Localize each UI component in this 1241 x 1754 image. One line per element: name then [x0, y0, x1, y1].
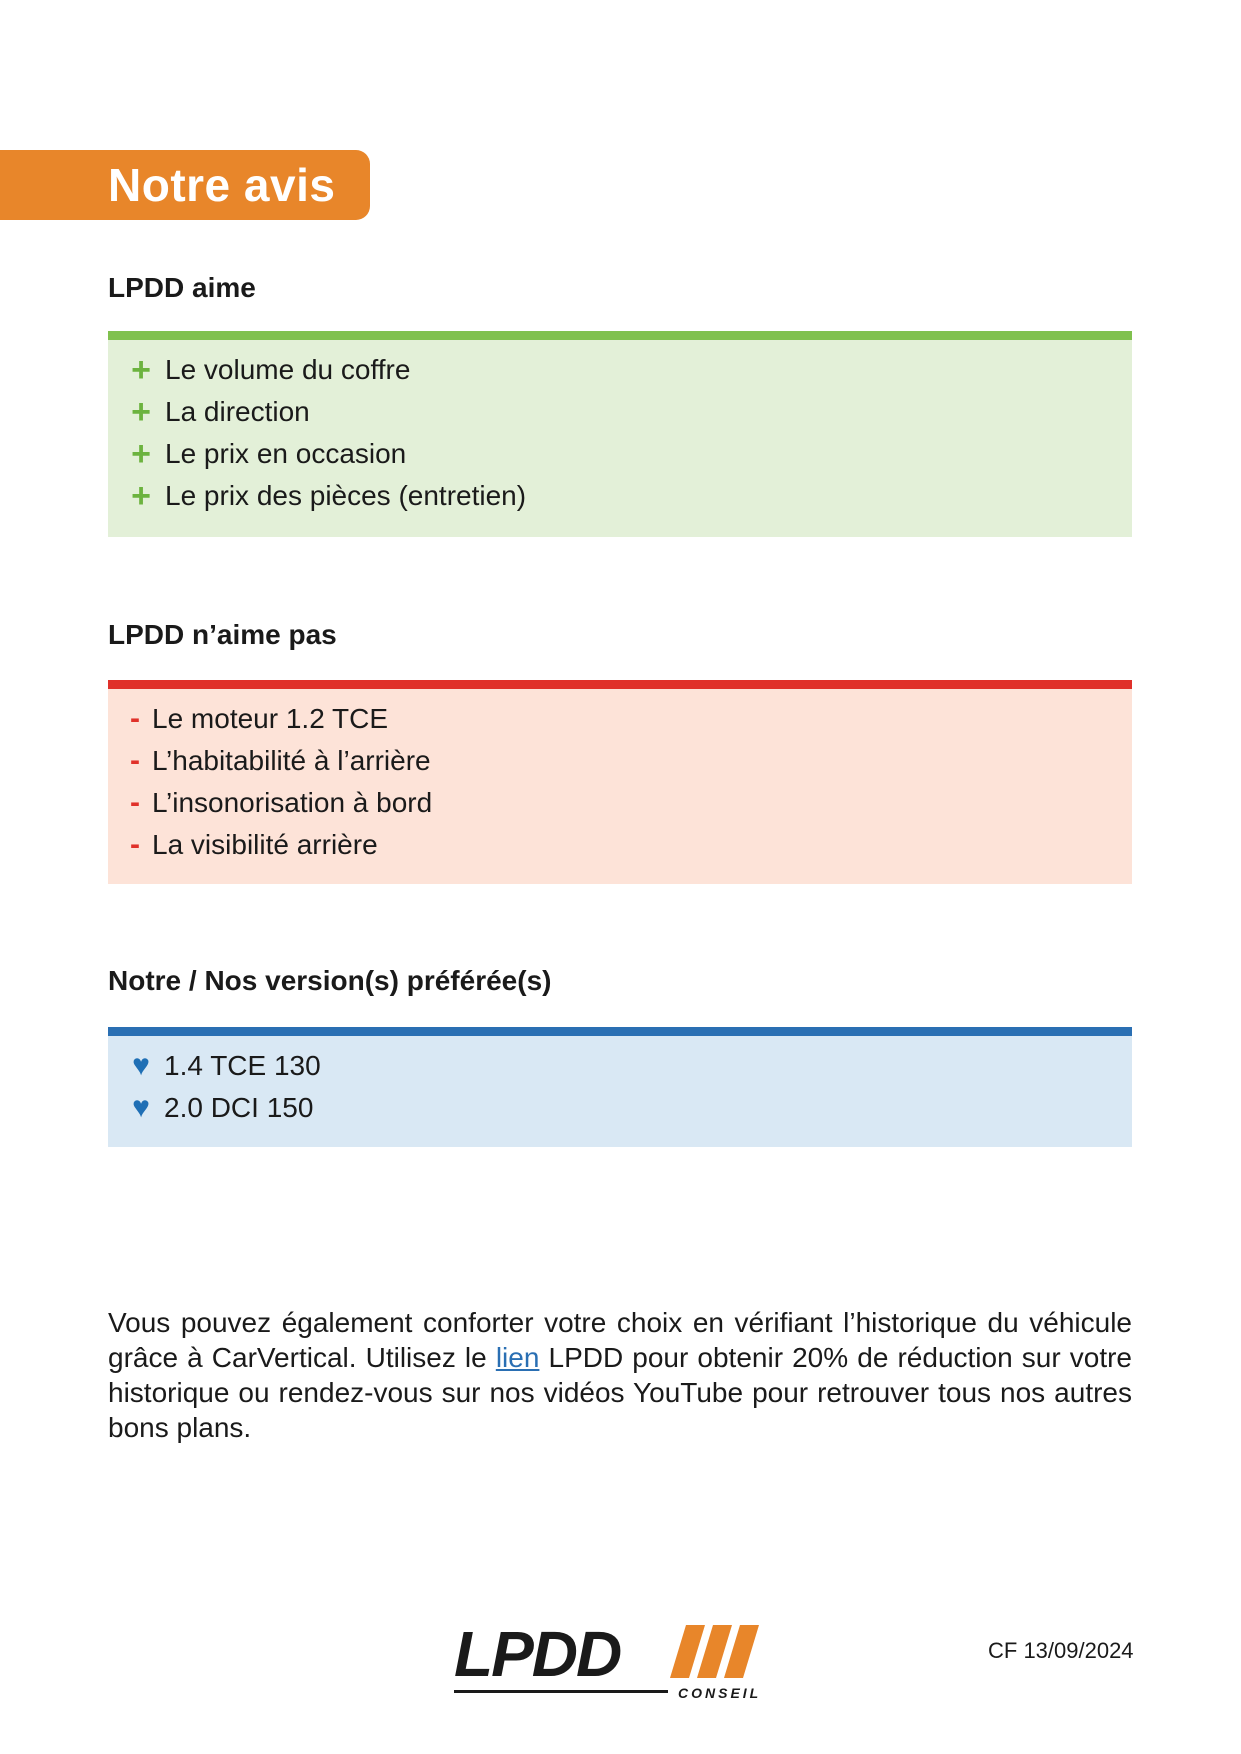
- dislikes-item-text: Le moteur 1.2 TCE: [152, 703, 389, 734]
- preferred-heading: Notre / Nos version(s) préférée(s): [108, 965, 552, 996]
- likes-item-text: Le prix en occasion: [165, 438, 407, 469]
- preferred-box: [108, 1027, 1132, 1147]
- likes-item: [126, 391, 1132, 433]
- likes-item-text: Le prix des pièces (entretien): [165, 480, 527, 511]
- page-title: Notre avis: [108, 159, 336, 211]
- plus-icon: +: [131, 476, 151, 515]
- preferred-item: [126, 1087, 1132, 1129]
- likes-item-text: La direction: [165, 396, 310, 427]
- dislikes-item: [126, 740, 1132, 782]
- dislikes-item-text: L’habitabilité à l’arrière: [152, 745, 431, 776]
- title-banner: [0, 150, 370, 220]
- preferred-item-text: 2.0 DCI 150: [164, 1092, 314, 1123]
- heart-icon: ♥: [132, 1091, 150, 1124]
- likes-item-text: Le volume du coffre: [165, 354, 411, 385]
- heart-icon: ♥: [132, 1049, 150, 1082]
- logo-wordmark: LPDD: [454, 1618, 621, 1690]
- dislikes-item: [126, 824, 1132, 866]
- plus-icon: +: [131, 392, 151, 431]
- dislikes-box: [108, 680, 1132, 884]
- minus-icon: -: [130, 744, 140, 777]
- minus-icon: -: [130, 702, 140, 735]
- plus-icon: +: [131, 350, 151, 389]
- minus-icon: -: [130, 786, 140, 819]
- plus-icon: +: [131, 434, 151, 473]
- dislikes-item: [126, 698, 1132, 740]
- likes-accent-bar: [108, 331, 1132, 340]
- paragraph-text-start: Vous pouvez également conforter votre choix en vérifiant l’historique du véhicule grâce à CarVertical. Utilisez le: [108, 1307, 1132, 1373]
- dislikes-item: [126, 782, 1132, 824]
- likes-box: [108, 331, 1132, 537]
- logo-underline: [454, 1690, 668, 1693]
- dislikes-item-text: L’insonorisation à bord: [152, 787, 433, 818]
- likes-item: [126, 475, 1132, 517]
- lpdd-logo: [452, 1612, 802, 1702]
- info-paragraph: [108, 1305, 1132, 1445]
- paragraph-text-end: LPDD pour obtenir 20% de réduction sur votre historique ou rendez-vous sur nos vidéos YouTube pour retrouver tous nos autres bons plans.: [108, 1342, 1132, 1443]
- carvertical-link[interactable]: lien: [495, 1342, 540, 1373]
- likes-item: [126, 349, 1132, 391]
- dislikes-item-text: La visibilité arrière: [152, 829, 378, 860]
- minus-icon: -: [130, 828, 140, 861]
- likes-item: [126, 433, 1132, 475]
- preferred-accent-bar: [108, 1027, 1132, 1036]
- dislikes-accent-bar: [108, 680, 1132, 689]
- dislikes-heading: LPDD n’aime pas: [108, 619, 337, 650]
- likes-heading: LPDD aime: [108, 272, 256, 303]
- preferred-item: [126, 1045, 1132, 1087]
- preferred-item-text: 1.4 TCE 130: [164, 1050, 321, 1081]
- logo-subtext: CONSEIL: [678, 1685, 762, 1701]
- document-date: CF 13/09/2024: [988, 1638, 1134, 1663]
